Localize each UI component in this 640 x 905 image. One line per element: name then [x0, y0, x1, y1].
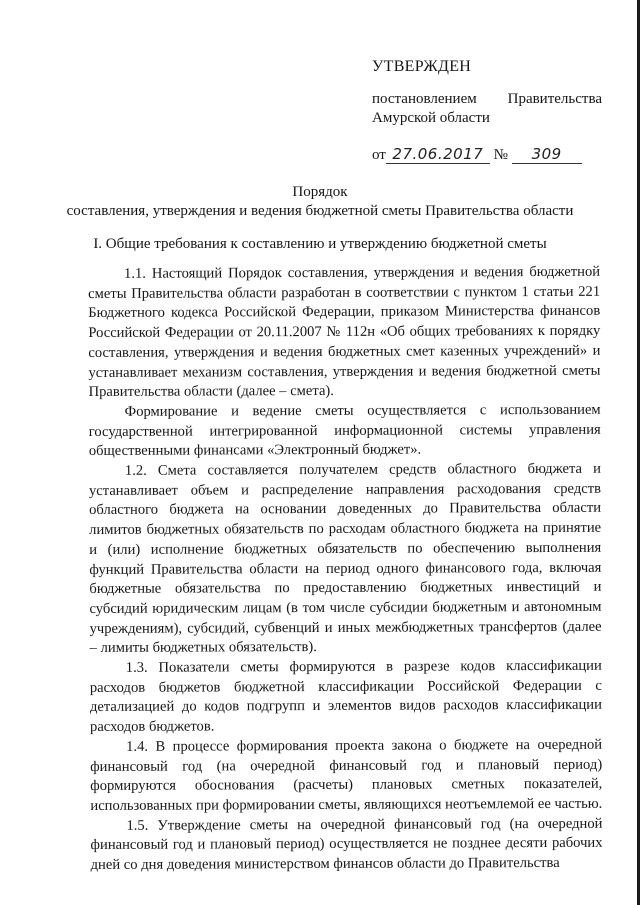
approval-title: УТВЕРЖДЕН: [372, 58, 472, 75]
document-title: Порядок: [292, 184, 348, 200]
number-prefix: №: [493, 147, 508, 163]
paragraph-1-2: 1.2. Смета составляется получателем средств областного бюджета и устанавливает объем и распределение направления расходования средств областного бюджета на основании доведенных до Правительства области лимитов бюджетных обязательств по расходам областного бюджета на принятие и (или) исполнение бюджетных обязательств по обеспечению выполнения функций Правительства области на период одного финансового года, включая бюджетные обязательства по предоставлению бюджетных инвестиций и субсидий юридическим лицам (в том числе субсидии бюджетным и автономным учреждениям), субсидий, субвенций и иных межбюджетных трансфертов (далее – лимиты бюджетных обязательств).: [88, 460, 602, 657]
approval-line-2: Амурской области: [372, 110, 490, 126]
approval-date-row: [372, 145, 602, 164]
paragraph-1-1: 1.1. Настоящий Порядок составления, утверждения и ведения бюджетной сметы Правительства области разработан в соответствии с пунктом 1 статьи 221 Бюджетного кодекса Российской Федерации, приказом Министерства финансов Российской Федерации от 20.11.2007 № 112н «Об общих требованиях к порядку составления, утверждения и ведения бюджетных смет казенных учреждений» и устанавливает механизм составления, утверждения и ведения бюджетной сметы Правительства области (далее – смета).: [88, 263, 601, 401]
approval-stamp: [372, 58, 602, 164]
paragraph-1-5: 1.5. Утверждение сметы на очередной финансовый год (на очередной финансовый год и плановый период) осуществляется не позднее десяти рабочих дней со дня доведения министерством финансов области до Правительства: [90, 815, 603, 874]
paragraph-1-3: 1.3. Показатели сметы формируются в разрезе кодов классификации расходов бюджетов бюджетной классификации Российской Федерации с детализацией до кодов подгрупп и элементов видов расходов классификации расходов бюджетов.: [89, 657, 602, 736]
document-subtitle: составления, утверждения и ведения бюджетной сметы Правительства области: [66, 203, 574, 219]
section-heading: I. Общие требования к составлению и утверждению бюджетной сметы: [93, 236, 547, 252]
approval-line-1: постановлением Правительства: [372, 91, 602, 107]
document-body: [88, 263, 603, 876]
paragraph-1-1-cont: Формирование и ведение сметы осуществляется с использованием государственной интегрированной информационной системы управления общественными финансами «Электронный бюджет».: [88, 401, 601, 460]
date-prefix: от: [372, 147, 386, 163]
paragraph-1-4: 1.4. В процессе формирования проекта закона о бюджете на очередной финансовый год (на очередной финансовый год и плановый период) формируются обоснования (расчеты) плановых сметных показателей, использованных при формировании сметы, являющихся неотъемлемой ее частью.: [90, 736, 603, 814]
handwritten-number: 309: [512, 145, 582, 164]
handwritten-date: 27.06.2017: [386, 145, 490, 164]
